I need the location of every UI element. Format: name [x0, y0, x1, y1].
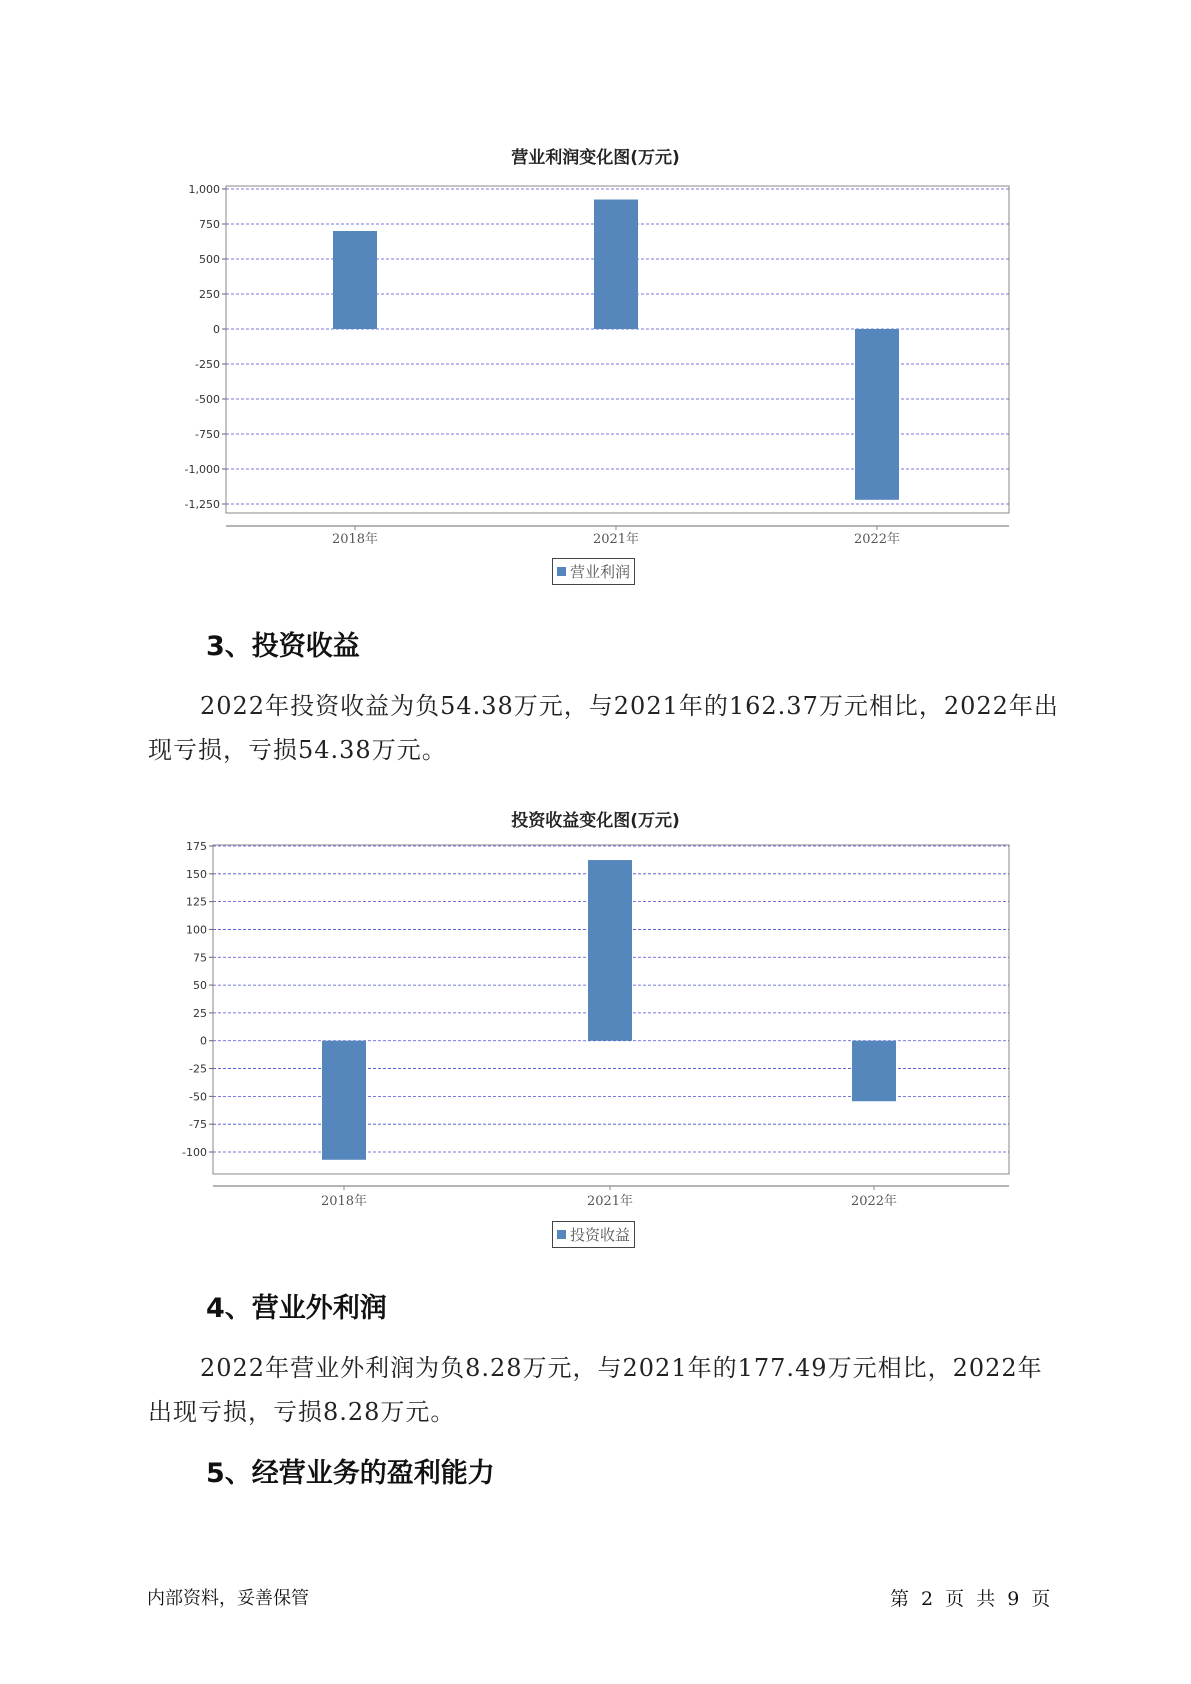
y-tick-label: -50	[189, 1090, 207, 1104]
y-tick-label: -1,000	[184, 463, 220, 476]
bar	[852, 1041, 896, 1102]
section4-paragraph: 2022年营业外利润为负8.28万元，与2021年的177.49万元相比，2022年出现亏损，亏损8.28万元。	[148, 1354, 1043, 1426]
x-tick-label: 2021年	[586, 1194, 634, 1209]
legend-swatch-icon	[557, 1230, 566, 1239]
y-tick-label: 100	[186, 923, 207, 937]
y-tick-label: 75	[193, 951, 207, 965]
bar	[588, 860, 632, 1041]
y-tick-label: -25	[189, 1062, 207, 1076]
y-tick-label: -250	[195, 358, 220, 371]
y-tick-label: 0	[200, 1034, 207, 1048]
x-tick-label: 2022年	[850, 1194, 898, 1209]
y-tick-label: -100	[182, 1146, 207, 1159]
chart1-legend-label: 营业利润	[570, 563, 631, 581]
y-tick-label: -500	[195, 393, 220, 406]
section3-heading: 3、投资收益	[206, 631, 360, 662]
y-tick-label: 0	[213, 323, 220, 336]
section3-paragraph: 2022年投资收益为负54.38万元，与2021年的162.37万元相比，2022年出现亏损，亏损54.38万元。	[148, 692, 1059, 764]
y-tick-label: 50	[193, 979, 207, 993]
y-tick-label: 500	[199, 253, 220, 266]
y-tick-label: 25	[193, 1006, 207, 1020]
x-tick-label: 2018年	[320, 1194, 368, 1209]
y-tick-label: -1,250	[184, 498, 220, 511]
y-tick-label: 1,000	[188, 183, 220, 196]
footer-confidential-note: 内部资料，妥善保管	[147, 1588, 309, 1609]
y-tick-label: 125	[186, 895, 207, 909]
section4-heading: 4、营业外利润	[206, 1293, 387, 1324]
footer-page-number: 第 2 页 共 9 页	[890, 1588, 1051, 1610]
x-tick-label: 2022年	[853, 532, 901, 547]
x-tick-label: 2021年	[592, 532, 640, 547]
y-tick-label: 250	[199, 288, 220, 301]
y-tick-label: 175	[186, 840, 207, 853]
section5-heading: 5、经营业务的盈利能力	[206, 1458, 495, 1489]
chart2-legend	[552, 1221, 635, 1248]
chart1-title: 营业利润变化图(万元)	[511, 148, 680, 168]
bar	[322, 1041, 366, 1160]
y-tick-label: 750	[199, 218, 220, 231]
y-tick-label: -75	[189, 1118, 207, 1132]
y-tick-label: 150	[186, 867, 207, 881]
chart2-title: 投资收益变化图(万元)	[511, 811, 680, 831]
x-tick-label: 2018年	[331, 532, 379, 547]
y-tick-label: -750	[195, 428, 220, 441]
chart2-legend-label: 投资收益	[570, 1226, 631, 1244]
